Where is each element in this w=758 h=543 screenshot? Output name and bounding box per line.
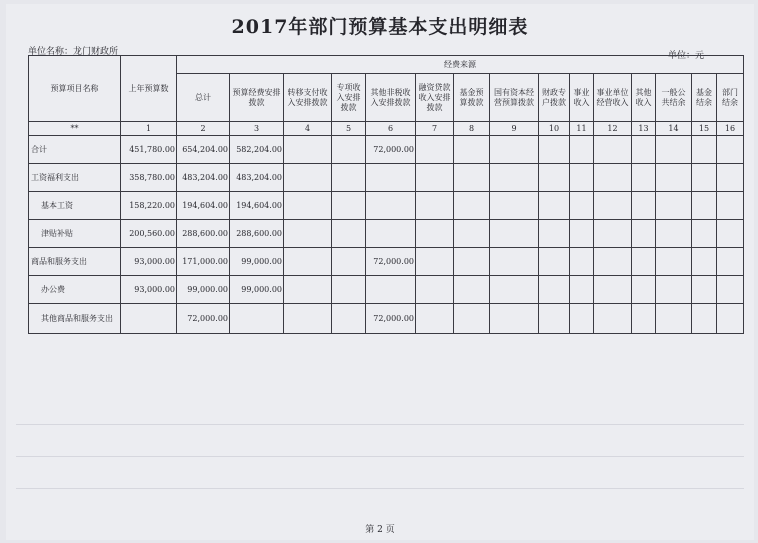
column-index-cell: 9 — [490, 122, 539, 136]
table-cell — [366, 276, 416, 304]
table-cell — [416, 192, 454, 220]
column-index-cell: 7 — [416, 122, 454, 136]
column-header: 事业单位经营收入 — [594, 74, 632, 122]
table-cell — [632, 164, 656, 192]
table-cell — [490, 136, 539, 164]
table-cell — [717, 164, 744, 192]
column-header: 基金预算拨款 — [454, 74, 490, 122]
table-cell: 358,780.00 — [121, 164, 177, 192]
table-cell — [416, 304, 454, 334]
column-index-cell: 2 — [177, 122, 230, 136]
table-cell — [454, 304, 490, 334]
table-cell — [539, 276, 570, 304]
table-cell: 72,000.00 — [366, 136, 416, 164]
table-cell: 93,000.00 — [121, 248, 177, 276]
column-index-cell: 13 — [632, 122, 656, 136]
table-cell: 288,600.00 — [230, 220, 284, 248]
table-cell — [570, 220, 594, 248]
table-cell — [632, 220, 656, 248]
column-header: 事业收入 — [570, 74, 594, 122]
row-item-name: 基本工资 — [29, 192, 121, 220]
column-header: 预算经费安排拨款 — [230, 74, 284, 122]
table-cell: 99,000.00 — [230, 248, 284, 276]
row-item-name: 工资福利支出 — [29, 164, 121, 192]
table-cell — [594, 276, 632, 304]
table-cell — [490, 220, 539, 248]
table-cell — [332, 248, 366, 276]
table-cell — [717, 220, 744, 248]
table-cell — [692, 164, 717, 192]
table-cell — [594, 220, 632, 248]
table-cell — [632, 304, 656, 334]
table-cell — [717, 136, 744, 164]
table-cell — [416, 276, 454, 304]
table-cell: 72,000.00 — [177, 304, 230, 334]
column-header: 财政专户拨款 — [539, 74, 570, 122]
column-index-cell: 8 — [454, 122, 490, 136]
table-cell — [656, 248, 692, 276]
table-cell — [692, 276, 717, 304]
table-cell — [632, 248, 656, 276]
table-cell — [632, 276, 656, 304]
page-title: 2017年部门预算基本支出明细表 — [231, 16, 529, 38]
header-item-name: 预算项目名称 — [29, 56, 121, 122]
row-item-name: 商品和服务支出 — [29, 248, 121, 276]
table-cell — [284, 136, 332, 164]
table-cell: 99,000.00 — [230, 276, 284, 304]
table-cell — [490, 304, 539, 334]
table-cell: 158,220.00 — [121, 192, 177, 220]
table-cell — [284, 248, 332, 276]
table-cell — [632, 136, 656, 164]
table-cell — [539, 248, 570, 276]
column-header: 国有资本经营预算拨款 — [490, 74, 539, 122]
table-cell — [490, 276, 539, 304]
table-cell — [717, 276, 744, 304]
table-cell — [284, 276, 332, 304]
table-cell — [570, 304, 594, 334]
table-cell — [416, 136, 454, 164]
table-row — [29, 192, 744, 220]
table-cell — [490, 192, 539, 220]
column-index-cell: 6 — [366, 122, 416, 136]
table-cell — [416, 248, 454, 276]
table-cell — [594, 192, 632, 220]
table-cell — [656, 304, 692, 334]
column-header: 一般公共结余 — [656, 74, 692, 122]
table-cell — [366, 192, 416, 220]
table-row — [29, 304, 744, 334]
table-cell — [692, 248, 717, 276]
table-cell — [284, 192, 332, 220]
column-index-cell: 3 — [230, 122, 284, 136]
table-row — [29, 276, 744, 304]
table-cell — [416, 164, 454, 192]
table-cell — [692, 192, 717, 220]
column-header: 转移支付收入安排拨款 — [284, 74, 332, 122]
table-cell: 194,604.00 — [230, 192, 284, 220]
table-cell — [692, 220, 717, 248]
table-cell: 483,204.00 — [177, 164, 230, 192]
column-index-cell: 16 — [717, 122, 744, 136]
column-index-cell: 10 — [539, 122, 570, 136]
table-cell — [539, 136, 570, 164]
table-cell: 72,000.00 — [366, 304, 416, 334]
table-cell — [416, 220, 454, 248]
table-cell — [454, 220, 490, 248]
table-cell — [656, 220, 692, 248]
column-header: 融资贷款收入安排拨款 — [416, 74, 454, 122]
column-header: 其他非税收入安排拨款 — [366, 74, 416, 122]
table-cell: 200,560.00 — [121, 220, 177, 248]
table-cell — [284, 220, 332, 248]
column-index-cell: 12 — [594, 122, 632, 136]
table-cell — [230, 304, 284, 334]
column-header: 其他收入 — [632, 74, 656, 122]
table-cell — [366, 220, 416, 248]
faint-rule — [16, 424, 744, 425]
row-item-name: 办公费 — [29, 276, 121, 304]
table-row — [29, 220, 744, 248]
currency-unit-label: 单位：元 — [667, 51, 704, 61]
table-cell — [656, 136, 692, 164]
column-index-cell: 14 — [656, 122, 692, 136]
header-funding-source: 经费来源 — [177, 56, 744, 74]
table-cell — [656, 276, 692, 304]
budget-detail-table — [28, 55, 744, 334]
header-prev-year: 上年预算数 — [121, 56, 177, 122]
document-page — [6, 4, 754, 540]
table-cell — [490, 248, 539, 276]
table-cell: 99,000.00 — [177, 276, 230, 304]
column-index-cell: 15 — [692, 122, 717, 136]
table-cell — [366, 164, 416, 192]
table-cell — [332, 304, 366, 334]
table-cell — [284, 304, 332, 334]
column-index-cell: 5 — [332, 122, 366, 136]
column-header: 部门结余 — [717, 74, 744, 122]
table-cell — [332, 276, 366, 304]
table-cell — [284, 164, 332, 192]
table-row — [29, 248, 744, 276]
row-item-name: 合计 — [29, 136, 121, 164]
table-cell — [332, 136, 366, 164]
table-cell — [539, 220, 570, 248]
table-cell: 483,204.00 — [230, 164, 284, 192]
table-cell — [570, 192, 594, 220]
table-cell — [692, 136, 717, 164]
table-cell — [594, 248, 632, 276]
table-cell: 654,204.00 — [177, 136, 230, 164]
table-cell — [717, 304, 744, 334]
page-number: 第 2 页 — [365, 525, 395, 535]
table-cell — [539, 304, 570, 334]
table-cell — [454, 164, 490, 192]
faint-rule — [16, 456, 744, 457]
column-index-row — [29, 122, 744, 136]
table-cell: 72,000.00 — [366, 248, 416, 276]
table-cell — [332, 192, 366, 220]
faint-rule — [16, 488, 744, 489]
column-header: 总计 — [177, 74, 230, 122]
table-cell — [717, 248, 744, 276]
table-cell — [594, 136, 632, 164]
table-cell: 288,600.00 — [177, 220, 230, 248]
table-cell — [454, 276, 490, 304]
column-index-cell: 11 — [570, 122, 594, 136]
table-cell: 194,604.00 — [177, 192, 230, 220]
table-cell — [539, 164, 570, 192]
table-cell — [539, 192, 570, 220]
table-cell: 582,204.00 — [230, 136, 284, 164]
table-cell — [570, 276, 594, 304]
table-cell — [121, 304, 177, 334]
column-header: 基金结余 — [692, 74, 717, 122]
table-cell — [656, 192, 692, 220]
table-cell — [570, 164, 594, 192]
table-row — [29, 164, 744, 192]
table-cell: 93,000.00 — [121, 276, 177, 304]
table-cell — [594, 304, 632, 334]
unit-name: 单位名称：龙门财政所 — [28, 47, 119, 57]
table-cell — [692, 304, 717, 334]
table-cell — [570, 136, 594, 164]
row-item-name: 津贴补贴 — [29, 220, 121, 248]
table-cell — [570, 248, 594, 276]
column-index-cell: ** — [29, 122, 121, 136]
column-index-cell: 4 — [284, 122, 332, 136]
table-cell — [656, 164, 692, 192]
table-cell — [490, 164, 539, 192]
table-cell — [717, 192, 744, 220]
table-cell — [332, 164, 366, 192]
table-cell: 451,780.00 — [121, 136, 177, 164]
table-cell — [454, 192, 490, 220]
table-cell — [332, 220, 366, 248]
table-cell — [454, 248, 490, 276]
table-cell — [454, 136, 490, 164]
table-cell — [632, 192, 656, 220]
row-item-name: 其他商品和服务支出 — [29, 304, 121, 334]
column-header: 专项收入安排拨款 — [332, 74, 366, 122]
table-cell — [594, 164, 632, 192]
table-row — [29, 136, 744, 164]
table-cell: 171,000.00 — [177, 248, 230, 276]
column-index-cell: 1 — [121, 122, 177, 136]
